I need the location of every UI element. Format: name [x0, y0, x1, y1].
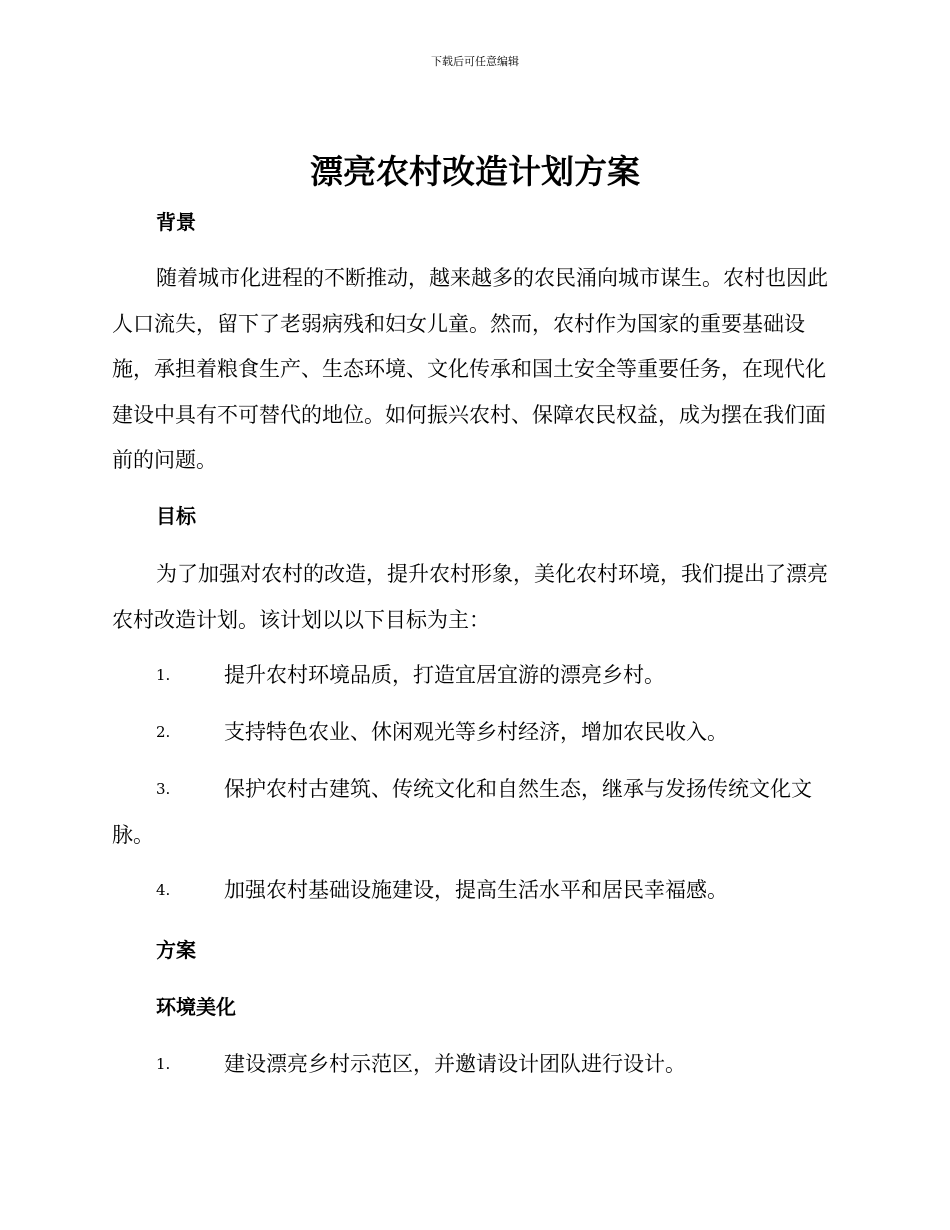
goal-item-text: 支持特色农业、休闲观光等乡村经济，增加农民收入。: [224, 720, 728, 744]
goal-paragraph: 为了加强对农村的改造，提升农村形象，美化农村环境，我们提出了漂亮农村改造计划。该计划以以下目标为主：: [112, 562, 828, 632]
goal-item-text: 提升农村环境品质，打造宜居宜游的漂亮乡村。: [224, 663, 665, 687]
page-header-note: 下载后可任意编辑: [431, 55, 519, 68]
heading-environment: 环境美化: [156, 995, 236, 1019]
goal-item-2: [112, 710, 834, 756]
env-item-text: 建设漂亮乡村示范区，并邀请设计团队进行设计。: [224, 1052, 686, 1076]
heading-background: 背景: [156, 210, 196, 234]
heading-plan: 方案: [156, 938, 196, 962]
goal-item-text: 保护农村古建筑、传统文化和自然生态，继承与发扬传统文化文脉。: [112, 777, 812, 847]
goal-item-4: [112, 868, 834, 914]
goal-item-text: 加强农村基础设施建设，提高生活水平和居民幸福感。: [224, 878, 728, 902]
heading-goal: 目标: [156, 504, 196, 528]
goal-item-number: 2.: [156, 723, 171, 741]
goal-item-number: 3.: [156, 780, 171, 798]
env-item-number: 1.: [156, 1055, 171, 1073]
goal-item-3: [112, 767, 834, 858]
document-title: 漂亮农村改造计划方案: [310, 152, 640, 191]
env-item-1: [112, 1042, 834, 1088]
background-paragraph: 随着城市化进程的不断推动，越来越多的农民涌向城市谋生。农村也因此人口流失，留下了老弱病残和妇女儿童。然而，农村作为国家的重要基础设施，承担着粮食生产、生态环境、文化传承和国土安全等重要任务，在现代化建设中具有不可替代的地位。如何振兴农村、保障农民权益，成为摆在我们面前的问题。: [112, 266, 828, 472]
goal-item-number: 1.: [156, 666, 171, 684]
goal-item-1: [112, 653, 834, 699]
goal-item-number: 4.: [156, 881, 171, 899]
